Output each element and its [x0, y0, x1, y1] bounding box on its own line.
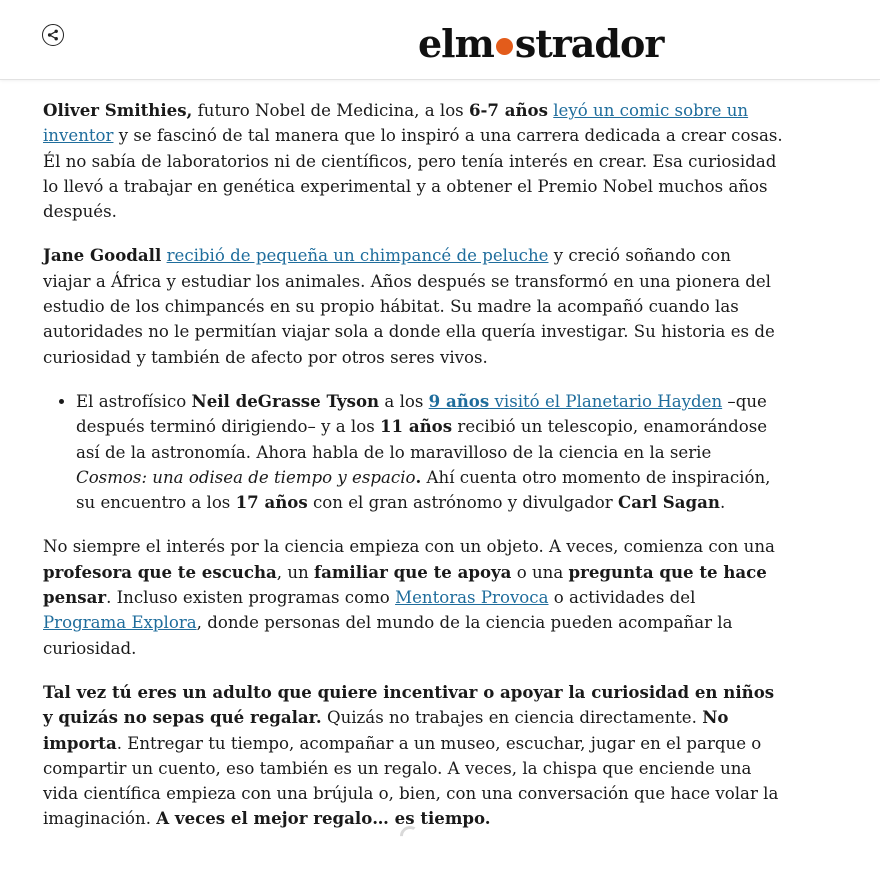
text: .	[719, 493, 726, 513]
text: Ahí cuenta otro momento de inspiración, su encuentro a los	[76, 467, 771, 513]
text: a los	[379, 391, 429, 411]
paragraph-regalo	[43, 680, 783, 832]
link-comic-inventor[interactable]: leyó un comic sobre un inventor	[43, 101, 749, 146]
bold-text: No importa	[43, 707, 729, 753]
text: o actividades del	[548, 588, 696, 608]
bullet-list	[43, 389, 783, 515]
link-text: visitó el Planetario Hayden	[489, 391, 723, 411]
bold-text: Jane Goodall	[43, 245, 162, 266]
list-item-tyson	[76, 389, 783, 515]
paragraph-goodall	[43, 243, 783, 369]
paragraph-smithies	[43, 98, 783, 224]
share-icon	[47, 29, 59, 41]
text: Quizás no trabajes en ciencia directamente.	[321, 708, 703, 728]
text: y se fascinó de tal manera que lo inspiró a una carrera dedicada a crear cosas. Él no sabía de laboratorios ni de científicos, pero tenía interés en crear. Esa curiosidad lo llevó a trabajar en genética experimental y a obtener el Premio Nobel muchos años después.	[43, 126, 783, 222]
text: . Entregar tu tiempo, acompañar a un museo, escuchar, jugar en el parque o compartir un cuento, eso también es un regalo. A veces, la chispa que enciende una vida científica empieza con una brújula o, bien, con una conversación que hace volar la imaginación.	[43, 733, 779, 829]
link-chimpance-peluche[interactable]: recibió de pequeña un chimpancé de peluche	[166, 246, 549, 266]
text: –que después terminó dirigiendo– y a los	[76, 391, 767, 437]
share-button[interactable]	[42, 24, 64, 46]
bold-text: pregunta que te hace pensar	[43, 561, 767, 608]
text: o una	[511, 562, 569, 582]
text: futuro Nobel de Medicina, a los	[192, 101, 469, 120]
link-programa-explora[interactable]: Programa Explora	[43, 613, 197, 633]
logo-suffix: strador	[514, 20, 664, 66]
site-logo[interactable]	[418, 20, 663, 66]
text: con el gran astrónomo y divulgador	[307, 493, 618, 513]
bold-text: Carl Sagan	[618, 492, 720, 513]
text: y creció soñando con viajar a África y estudiar los animales. Años después se transformó en una pionera del estudio de los chimpancés en su propio hábitat. Su madre la acompañó cuando las autoridades no le permitían viajar sola a donde ella quería investigar. Su historia es de curiosidad y también de afecto por otros seres vivos.	[43, 246, 775, 367]
link-bold-text: 9 años	[428, 390, 490, 411]
bold-text: familiar que te apoya	[313, 561, 512, 582]
text: . Incluso existen programas como	[106, 588, 396, 608]
bold-text: Tal vez tú eres un adulto que quiere incentivar o apoyar la curiosidad en niños y quizás no sepas qué regalar.	[43, 681, 775, 728]
site-header	[0, 0, 880, 80]
bold-text: Neil deGrasse Tyson	[191, 390, 380, 411]
bold-text: A veces el mejor regalo… es tiempo.	[156, 808, 491, 829]
logo-dot	[496, 38, 513, 55]
bold-text: .	[415, 466, 422, 487]
bold-text: Oliver Smithies,	[43, 100, 193, 120]
bold-text: 6-7 años	[468, 100, 548, 120]
italic-text: Cosmos: una odisea de tiempo y espacio	[76, 467, 416, 487]
article-body	[43, 98, 783, 851]
text: recibió un telescopio, enamorándose así de la astronomía. Ahora habla de lo maravilloso de la ciencia en la serie	[76, 417, 768, 462]
link-planetario-hayden[interactable]	[429, 392, 722, 411]
text: No siempre el interés por la ciencia empieza con un objeto. A veces, comienza con una	[43, 537, 775, 557]
logo-prefix: elm	[418, 20, 494, 66]
text: , donde personas del mundo de la ciencia pueden acompañar la curiosidad.	[43, 613, 733, 658]
link-mentoras-provoca[interactable]: Mentoras Provoca	[395, 588, 549, 608]
bold-text: profesora que te escucha	[43, 561, 277, 582]
text: El astrofísico	[76, 391, 192, 411]
bold-text: 11 años	[380, 416, 453, 437]
bold-text: 17 años	[235, 492, 308, 513]
paragraph-interes	[43, 534, 783, 660]
text: , un	[276, 562, 314, 582]
